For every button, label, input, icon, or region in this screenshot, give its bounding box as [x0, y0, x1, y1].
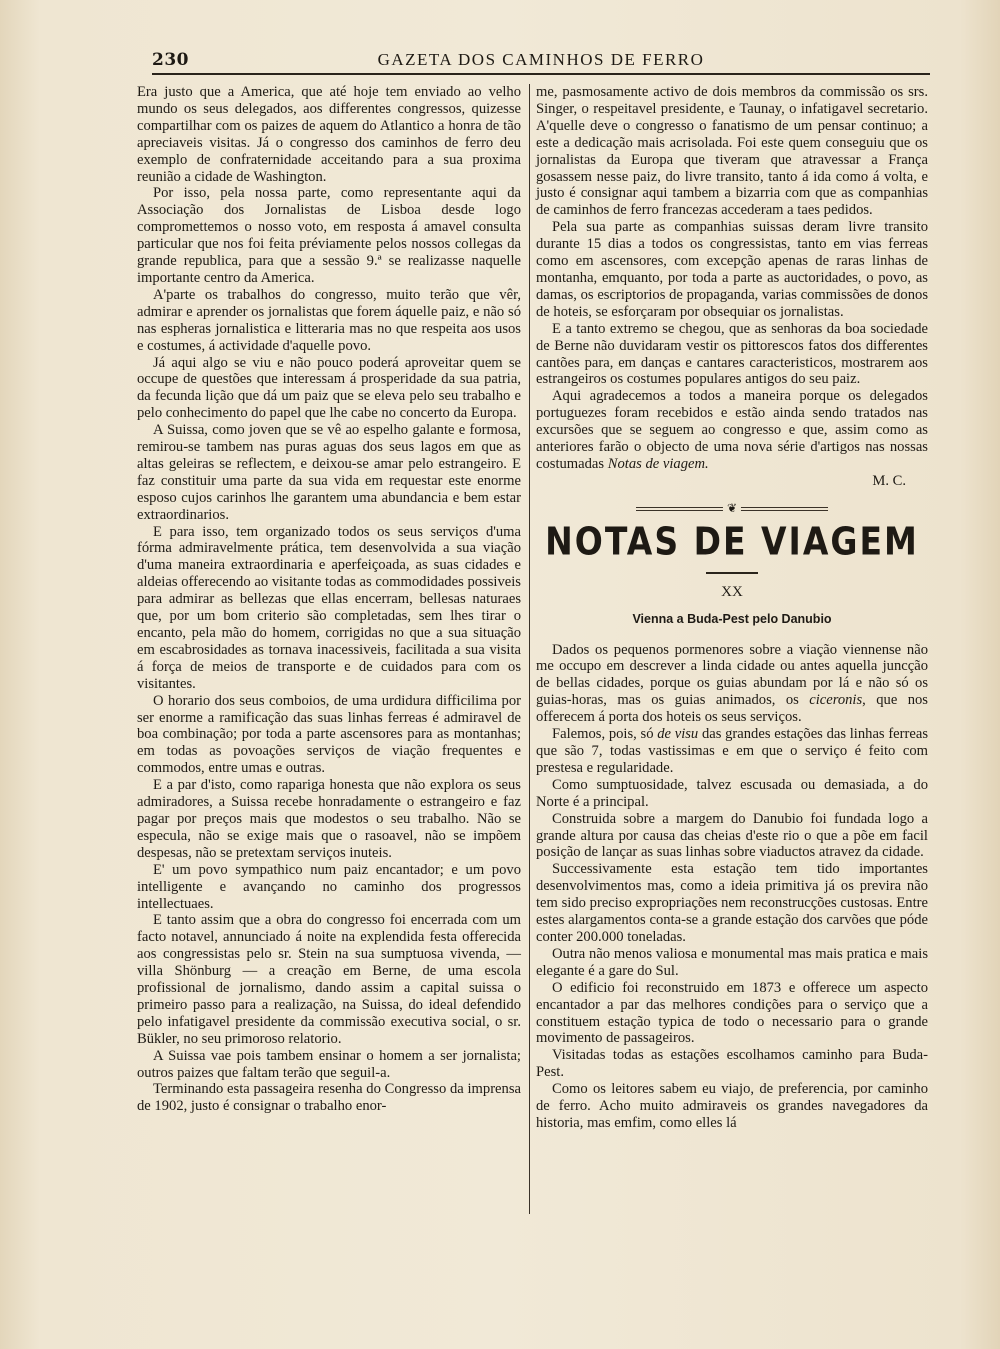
paragraph: E para isso, tem organizado todos os seus serviços d'uma fórma admiravelmente prática, tem desenvolvida a sua viação d'uma maneira extraordinaria e aperfeiçoada, as suas cidades e aldeias offerecendo ao visitante todas as commodidades possiveis para admirar as bellezas que ellas encerram, bellesas naturaes que, por um bom criterio são completadas, sem lhes tirar o encanto, pela mão do homem, corrigidas no que a sua situação em escabrosidades as tornava inacessiveis, facilitada a sua visita á força de meios de transporte e de cuidados para com os visitantes.	[137, 523, 521, 692]
ornamental-divider	[536, 500, 928, 516]
paragraph: Por isso, pela nossa parte, como representante aqui da Associação dos Jornalistas de Lisboa desde logo compromettemos o nosso voto, em resposta á amavel consulta particular que nos foi feita préviamente pelos nossos collegas da grande republica, para que a sessão 9.ª se realizasse naquelle importante centro da America.	[137, 185, 521, 286]
paragraph: O edificio foi reconstruido em 1873 e offerece um aspecto encantador a par das melhores condições para o serviço que a constituem estação typica de todo o necessario para o grande movimento de passageiros.	[536, 979, 928, 1047]
paragraph: me, pasmosamente activo de dois membros da commissão os srs. Singer, o respeitavel presidente, e Taunay, o infatigavel secretario. A'quelle deve o congresso o fanatismo de um pensar continuo; a este a dedicação mais acrisolada. Foi este quem conseguiu que os jornalistas da Europa que tiveram que atravessar a França gosassem nesse paiz, do livre transito, tanto á ida como á volta, e justo é consignar aqui tambem a bizarria com que as companhias de caminhos de ferro francezas accederam a taes pedidos.	[536, 84, 928, 219]
paragraph: O horario dos seus comboios, de uma urdidura difficilima por ser enorme a ramificação das suas linhas ferreas é admiravel de boa combinação; por toda a parte ascensores para as montanhas; em todas as povoações serviços de viação frequentes e commodos, entre umas e outras.	[137, 692, 521, 777]
ornament-icon: ❦	[723, 500, 741, 517]
paragraph	[536, 388, 928, 473]
paragraph-text: Dados os pequenos pormenores sobre a viação viennense não me occupo em descrever a linda cidade ou antes aquella juncção de bellas cidades, porque os guias abundam por lá e não só os guias-horas, mas os guias animados, os	[536, 641, 928, 709]
paragraph: Visitadas todas as estações escolhamos caminho para Buda-Pest.	[536, 1047, 928, 1081]
paragraph: E' um povo sympathico num paiz encantador; e um povo intelligente e avançando no caminho dos progressos intellectuaes.	[137, 861, 521, 912]
paragraph: Como os leitores sabem eu viajo, de preferencia, por caminho de ferro. Acho muito admiraveis os grandes navegadores da historia, mas emfim, como elles lá	[536, 1081, 928, 1131]
title-rule	[706, 572, 758, 574]
paragraph: Como sumptuosidade, talvez escusada ou demasiada, a do Norte é a principal.	[536, 776, 928, 810]
right-column	[536, 84, 928, 1132]
paragraph: E a tanto extremo se chegou, que as senhoras da boa sociedade de Berne não duvidaram vestir os pittorescos fatos dos differentes cantões para, em danças e cantares caracteristicos, mostrarem aos estrangeiros os costumes populares antigos do seu paiz.	[536, 320, 928, 388]
section-number: XX	[721, 583, 743, 600]
paragraph: Era justo que a America, que até hoje tem enviado ao velho mundo os seus delegados, aos differentes congressos, quizesse compartilhar com os paizes de aquem do Atlantico a honra de tão apreciaveis visitas. Já o congresso dos caminhos de ferro deu exemplo de confraternidade acceitando para a sua proxima reunião a cidade de Washington.	[137, 84, 521, 185]
section-title: NOTAS DE VIAGEM	[545, 518, 919, 564]
paragraph-text: das grandes estações das linhas ferreas que são 7, todas vastissimas e em que o serviço é feito com prestesa e regularidade.	[536, 726, 929, 776]
header-rule	[152, 73, 930, 75]
paragraph: Construida sobre a margem do Danubio foi fundada logo a grande altura por causa das cheias d'este rio o que a põe em facil posição de lançar as suas linhas sobre viaductos atravez da cidade.	[536, 810, 928, 861]
paragraph: A'parte os trabalhos do congresso, muito terão que vêr, admirar e aprender os jornalistas que forem áquelle paiz, e não só nas espheras jornalistica e litteraria mas no que respeita aos usos e costumes, á actividade d'aquelle povo.	[137, 286, 521, 354]
page-number: 230	[152, 50, 189, 70]
paragraph-text: Aqui agradecemos a todos a maneira porque os delegados portuguezes foram recebidos e estão ainda sendo tratados nas excursões que se seguem ao congresso e que, assim como as anteriores farão o objecto de uma nova série d'artigos nas nossas costumadas	[536, 388, 928, 472]
paragraph	[536, 642, 928, 727]
paragraph: Successivamente esta estação tem tido importantes desenvolvimentos mas, como a ideia primitiva já os previra não tem sido preciso expropriações nem reconstrucções custosas. Entre estes alargamentos conta-se a grande estação dos carvões que póde conter 200.000 toneladas.	[536, 861, 928, 945]
paragraph: Terminando esta passageira resenha do Congresso da imprensa de 1902, justo é consignar o trabalho enor-	[137, 1081, 521, 1115]
paragraph-text: Falemos, pois, só	[552, 726, 658, 743]
paragraph: Outra não menos valiosa e monumental mas mais pratica e mais elegante é a gare do Sul.	[536, 945, 928, 979]
journal-title: GAZETA DOS CAMINHOS DE FERRO	[377, 50, 705, 69]
paragraph: A Suissa, como joven que se vê ao espelho galante e formosa, remirou-se tambem nas puras aguas dos seus lagos em que as altas geleiras se reflectem, e deixou-se amar pelo estrangeiro. E faz constituir uma parte da sua vida em requestar este enorme esposo cujos carinhos lhe garantem uma abundancia e bem estar extraordinarios.	[137, 422, 521, 523]
paragraph: A Suissa vae pois tambem ensinar o homem a ser jornalista; outros paizes que faltam terão que seguil-a.	[137, 1047, 521, 1081]
paragraph-text: , que nos offerecem á porta dos hoteis os seus serviços.	[536, 692, 928, 726]
paragraph: Pela sua parte as companhias suissas deram livre transito durante 15 dias a todos os congressistas, tanto em vias ferreas como em ascensores, com excepção apenas de raras linhas de montanha, emquanto, por toda a parte as auctoridades, o povo, as damas, os escriptorios de propaganda, varias commissões de donos de hoteis, se esforçaram por obsequiar os jornalistas.	[536, 219, 928, 320]
italic-word: ciceronis	[809, 692, 863, 709]
paragraph: Já aqui algo se viu e não pouco poderá aproveitar quem se occupe de questões que interessam á prosperidade da sua patria, da fecunda lição que dá um paiz que se eleva pelo seu trabalho e pelo conhecimento do papel que lhe cabe no concerto da Europa.	[137, 354, 521, 422]
section-subtitle: Vienna a Buda-Pest pelo Danubio	[632, 611, 832, 626]
italic-reference: Notas de viagem.	[607, 455, 709, 472]
italic-word: de visu	[657, 726, 699, 743]
page-header	[152, 50, 930, 74]
paragraph	[536, 726, 928, 777]
column-divider	[529, 84, 530, 1214]
left-column	[137, 84, 521, 1115]
paragraph: E tanto assim que a obra do congresso foi encerrada com um facto notavel, annunciado á noite na explendida festa offerecida aos congressistas pelo sr. Stein na sua sumptuosa vivenda, — villa Shönburg — a creação em Berne, de uma escola profissional de jornalismo, dando assim a capital suissa o primeiro passo para a realização, na Suissa, do ideal defendido pelo infatigavel presidente da commissão executiva social, o sr. Bükler, no seu primoroso relatorio.	[137, 912, 521, 1047]
paragraph: E a par d'isto, como rapariga honesta que não explora os seus admiradores, a Suissa recebe honradamente o estrangeiro e faz pagar por preços mais que modestos o seu trabalho. Não se especula, não se exige mais que o rasoavel, não se impõem despesas, não se pretextam serviços inuteis.	[137, 777, 521, 861]
author-signature: M. C.	[872, 472, 906, 489]
